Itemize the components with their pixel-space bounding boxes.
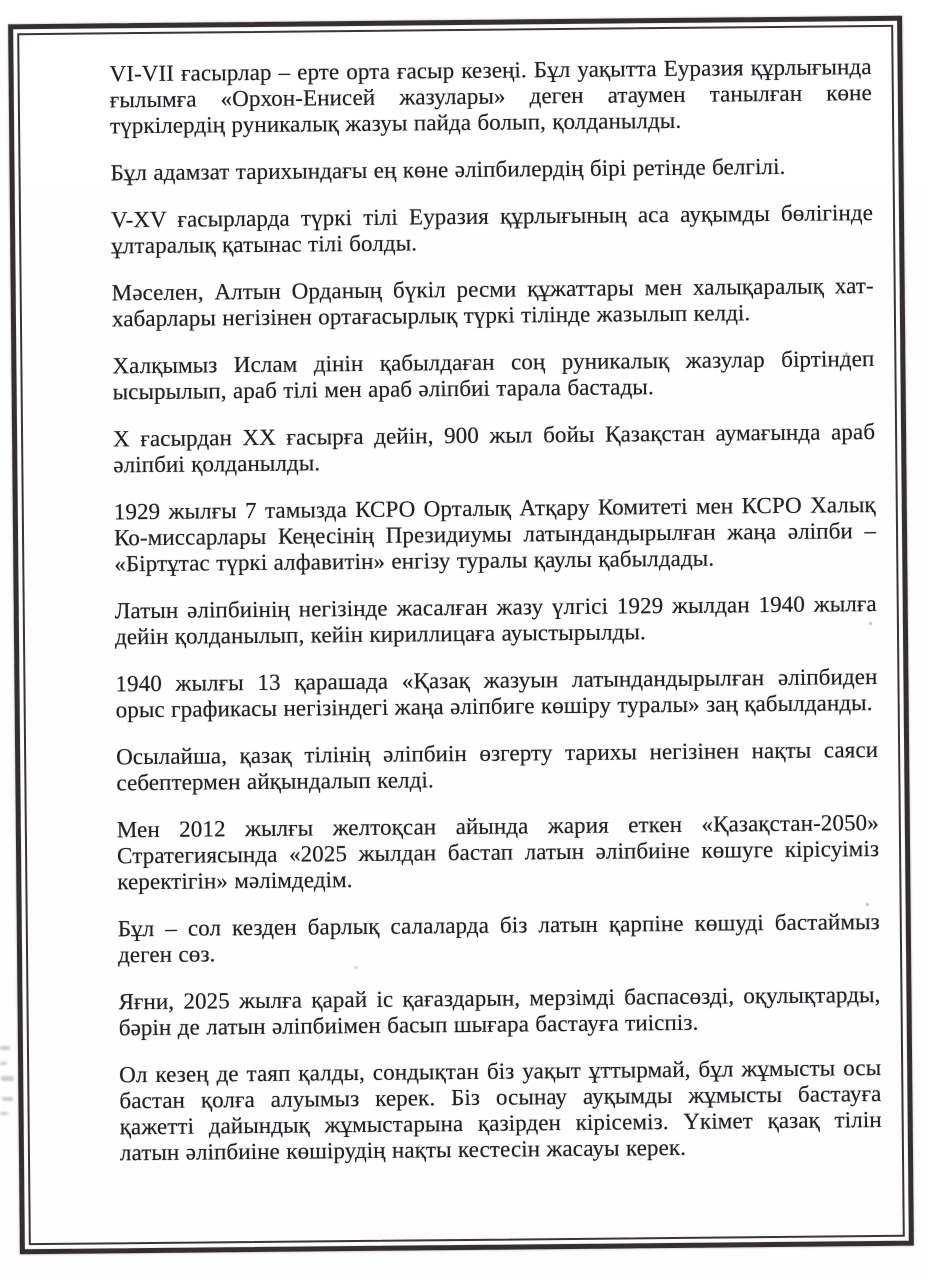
- document-paragraph: Осылайша, қазақ тілінің әліпбиін өзгерту тарихы негізінен нақты саяси себептермен айқындалып келді.: [116, 737, 879, 796]
- document-paragraph: Мәселен, Алтын Орданың бүкіл ресми құжаттары мен халықаралық хат-хабарлары негізінен ортағасырлық түркі тілінде жазылып келді.: [111, 273, 874, 332]
- document-paragraph: Яғни, 2025 жылға қарай іс қағаздарын, мерзімді баспасөзді, оқулықтарды, бәрін де латын әліпбиімен басып шығара бастауға тиіспіз.: [118, 981, 881, 1041]
- scan-smudge: [1, 1076, 14, 1081]
- page-border-frame: [8, 16, 914, 1255]
- document-paragraph: Халқымыз Ислам дінін қабылдаған соң руникалық жазулар біртіндеп ысырылып, араб тілі мен араб әліпбиі тарала бастады.: [112, 346, 875, 405]
- document-paragraph: 1929 жылғы 7 тамызда КСРО Орталық Атқару Комитеті мен КСРО Халық Ко-миссарлары Кеңесінің Президиумы латындандырылған жаңа әліпби – «Біртұтас түркі алфавитін» енгізу туралы қаулы қабылдады.: [113, 492, 877, 577]
- document-paragraph: 1940 жылғы 13 қарашада «Қазақ жазуын латындандырылған әліпбиден орыс графикасы негізіндегі жаңа әліпбиге көшіру туралы» заң қабылданды.: [115, 664, 878, 723]
- document-paragraph: Бұл – сол кезден барлық салаларда біз латын қарпіне көшуді бастаймыз деген сөз.: [117, 908, 880, 968]
- document-paragraph: Ол кезең де таяп қалды, сондықтан біз уақыт ұттырмай, бұл жұмысты осы бастан қолға алуымыз керек. Біз осынау ауқымды жұмысты бастауға қажетті дайындық жұмыстарына қазірден кірісеміз. Үкімет қазақ тілін латын әліпбиіне көшірудің нақты кестесін жасауы керек.: [119, 1054, 882, 1166]
- document-text: [109, 54, 882, 1166]
- document-paragraph: V-XV ғасырларда түркі тілі Еуразия құрлығының аса ауқымды бөлігінде ұлтаралық қатынас тілі болды.: [110, 200, 874, 259]
- document-paragraph: Мен 2012 жылғы желтоқсан айында жария еткен «Қазақстан-2050» Стратегиясында «2025 жылдан бастап латын әліпбиіне көшуге кірісуіміз керектігін» мәлімдедім.: [116, 809, 880, 895]
- document-paragraph: VI-VII ғасырлар – ерте орта ғасыр кезеңі. Бұл уақытта Еуразия құрлығында ғылымға «Орхон-Енисей жазулары» деген атаумен танылған көне түркілердің руникалық жазуы пайда болып, қолданылды.: [109, 54, 872, 139]
- document-paragraph: Х ғасырдан ХХ ғасырға дейін, 900 жыл бойы Қазақстан аумағында араб әліпбиі қолданылды.: [112, 419, 876, 478]
- page-border-inner-line: [17, 25, 905, 1245]
- scan-smudge: [0, 1062, 7, 1065]
- document-paragraph: Латын әліпбиінің негізінде жасалған жазу үлгісі 1929 жылдан 1940 жылға дейін қолданылып, кейін кириллицаға ауыстырылды.: [114, 591, 877, 650]
- document-paragraph: Бұл адамзат тарихындағы ең көне әліпбилердің бірі ретінде белгілі.: [110, 153, 786, 186]
- scan-smudge: [0, 1112, 8, 1115]
- scan-smudge: [0, 1046, 10, 1050]
- scan-smudge: [2, 1097, 13, 1101]
